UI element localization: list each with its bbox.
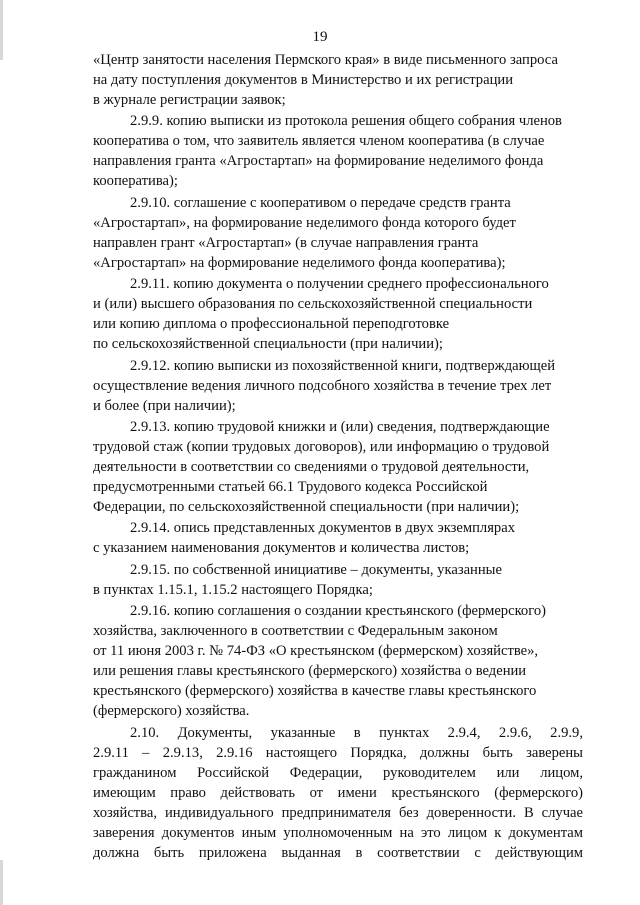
paragraph-2-9-9: 2.9.9. копию выписки из протокола решения общего собрания членов кооператива о том, что заявитель является членом кооператива (в случае направления гранта «Агростартап» на формирование неделимого фонда кооператива); bbox=[93, 113, 562, 190]
page-number: 19 bbox=[312, 29, 328, 45]
paragraph-2-9-13: 2.9.13. копию трудовой книжки и (или) сведения, подтверждающие трудовой стаж (копии трудовых договоров), или информацию о трудовой деятельности в соответствии со сведениями о трудовой деятельности, предусмотренными статьей 66.1 Трудового кодекса Российской Федерации, по сельскохозяйственной специальности (при наличии); bbox=[93, 418, 550, 515]
document-body bbox=[93, 50, 583, 864]
scan-edge-mark-bottom bbox=[0, 860, 3, 905]
paragraph-2-9-11: 2.9.11. копию документа о получении среднего профессионального и (или) высшего образования по сельскохозяйственной специальности или копию диплома о профессиональной переподготовке по сельскохозяйственной специальности (при наличии); bbox=[93, 276, 549, 353]
paragraph-2-9-10: 2.9.10. соглашение с кооперативом о передаче средств гранта «Агростартап», на формирование неделимого фонда которого будет направлен грант «Агростартап» (в случае направления гранта «Агростартап» на формирование неделимого фонда кооператива); bbox=[93, 194, 516, 271]
paragraph-continuation: «Центр занятости населения Пермского края» в виде письменного запроса на дату поступления документов в Министерство и их регистрации в журнале регистрации заявок; bbox=[93, 52, 558, 108]
paragraph-2-10: 2.10. Документы, указанные в пунктах 2.9.4, 2.9.6, 2.9.9, 2.9.11 – 2.9.13, 2.9.16 настоящего Порядка, должны быть заверены гражданином Российской Федерации, руководителем или лицом, имеющим право действовать от имени крестьянского (фермерского) хозяйства, индивидуального предпринимателя без доверенности. В случае заверения документов иным уполномоченным на это лицом к документам должна быть приложена выданная в соответствии с действующим bbox=[93, 724, 583, 861]
paragraph-2-9-14: 2.9.14. опись представленных документов в двух экземплярах с указанием наименования документов и количества листов; bbox=[93, 520, 516, 557]
paragraph-2-9-16: 2.9.16. копию соглашения о создании крестьянского (фермерского) хозяйства, заключенного в соответствии с Федеральным законом от 11 июня 2003 г. № 74-ФЗ «О крестьянском (фермерском) хозяйстве», или решения главы крестьянского (фермерского) хозяйства о ведении крестьянского (фермерского) хозяйства в качестве главы крестьянского (фермерского) хозяйства. bbox=[93, 603, 547, 720]
paragraph-2-9-15: 2.9.15. по собственной инициативе – документы, указанные в пунктах 1.15.1, 1.15.2 настоящего Порядка; bbox=[93, 561, 502, 598]
paragraph-2-9-12: 2.9.12. копию выписки из похозяйственной книги, подтверждающей осуществление ведения личного подсобного хозяйства в течение трех лет и более (при наличии); bbox=[93, 357, 556, 414]
